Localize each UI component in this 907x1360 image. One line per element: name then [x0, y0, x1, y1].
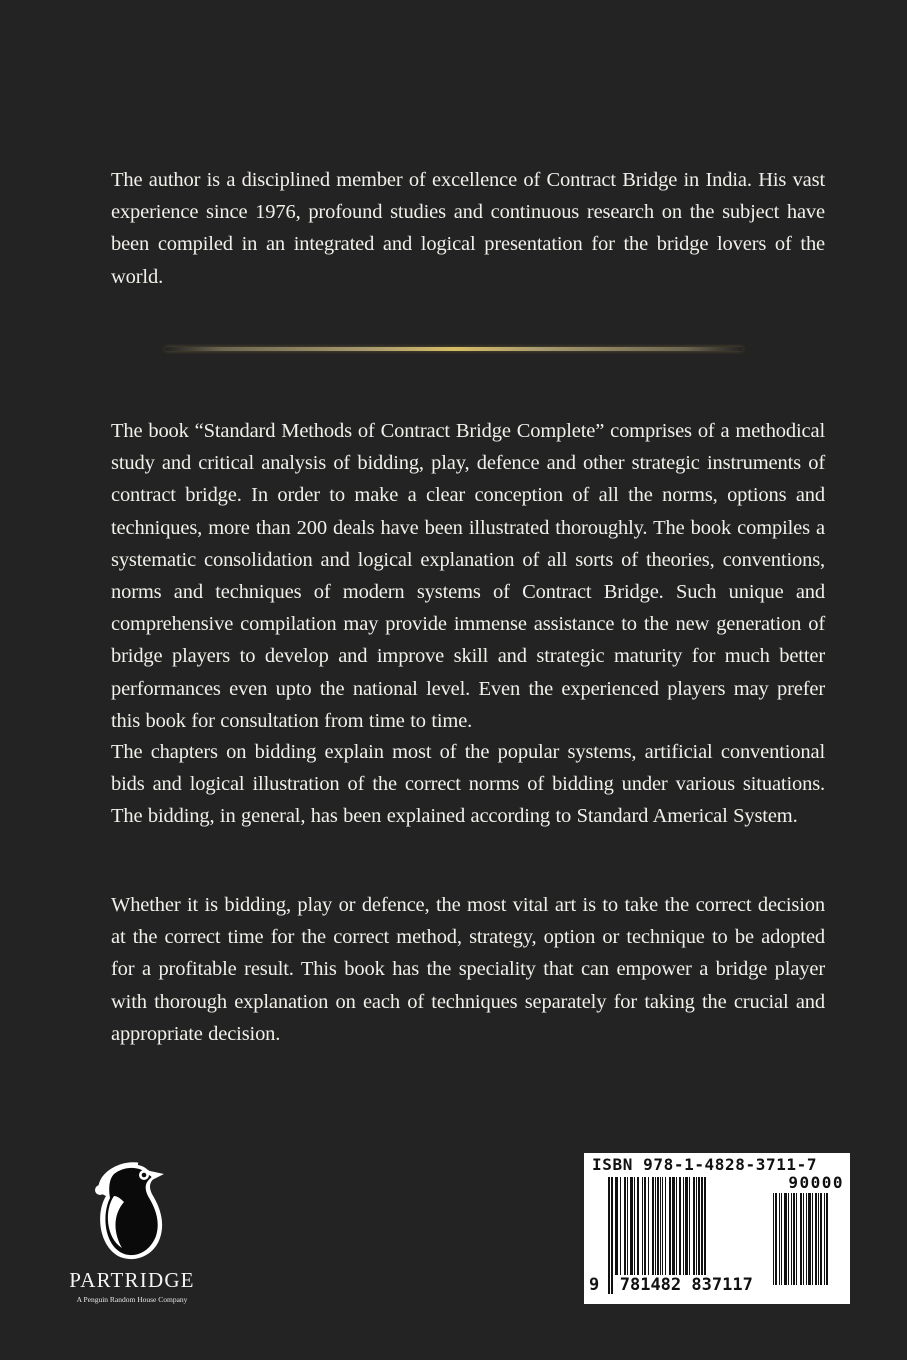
author-bio-paragraph: The author is a disciplined member of excellence of Contract Bridge in India. His vast experience since 1976, profound studies and continuous research on the subject have been compiled in an integrated and logical presentation for the bridge lovers of the world.	[111, 169, 825, 288]
price-code: 90000	[788, 1173, 844, 1192]
isbn-label: ISBN 978-1-4828-3711-7	[592, 1155, 818, 1174]
bidding-chapters-paragraph: The chapters on bidding explain most of the popular systems, artificial conventional bids and logical illustration of the correct norms of bidding under various situations. The bidding, in general, has been explained according to Standard Americal System.	[111, 741, 825, 828]
isbn-barcode	[584, 1153, 850, 1304]
publisher-tagline: A Penguin Random House Company	[76, 1295, 188, 1304]
publisher-name: PARTRIDGE	[69, 1268, 195, 1292]
gold-divider-line	[165, 347, 743, 351]
decision-making-paragraph: Whether it is bidding, play or defence, the most vital art is to take the correct decision at the correct time for the correct method, strategy, option or technique to be adopted for a profitable result. This book has the speciality that can empower a bridge player with thorough explanation on each of techniques separately for taking the crucial and appropriate decision.	[111, 894, 825, 1045]
ean-digits: 9 781482 837117	[589, 1275, 753, 1295]
addon-barcode-bars	[773, 1193, 828, 1285]
book-description-paragraph: The book “Standard Methods of Contract Bridge Complete” comprises of a methodical study and critical analysis of bidding, play, defence and other strategic instruments of contract bridge. In order to make a clear conception of all the norms, options and techniques, more than 200 deals have been illustrated thoroughly. The book compiles a systematic consolidation and logical explanation of all sorts of theories, conventions, norms and techniques of modern systems of Contract Bridge. Such unique and comprehensive compilation may provide immense assistance to the new generation of bridge players to develop and improve skill and strategic maturity for much better performances even upto the national level. Even the experienced players may prefer this book for consultation from time to time.	[111, 420, 825, 732]
partridge-bird-icon	[92, 1152, 172, 1264]
publisher-logo	[52, 1152, 212, 1312]
